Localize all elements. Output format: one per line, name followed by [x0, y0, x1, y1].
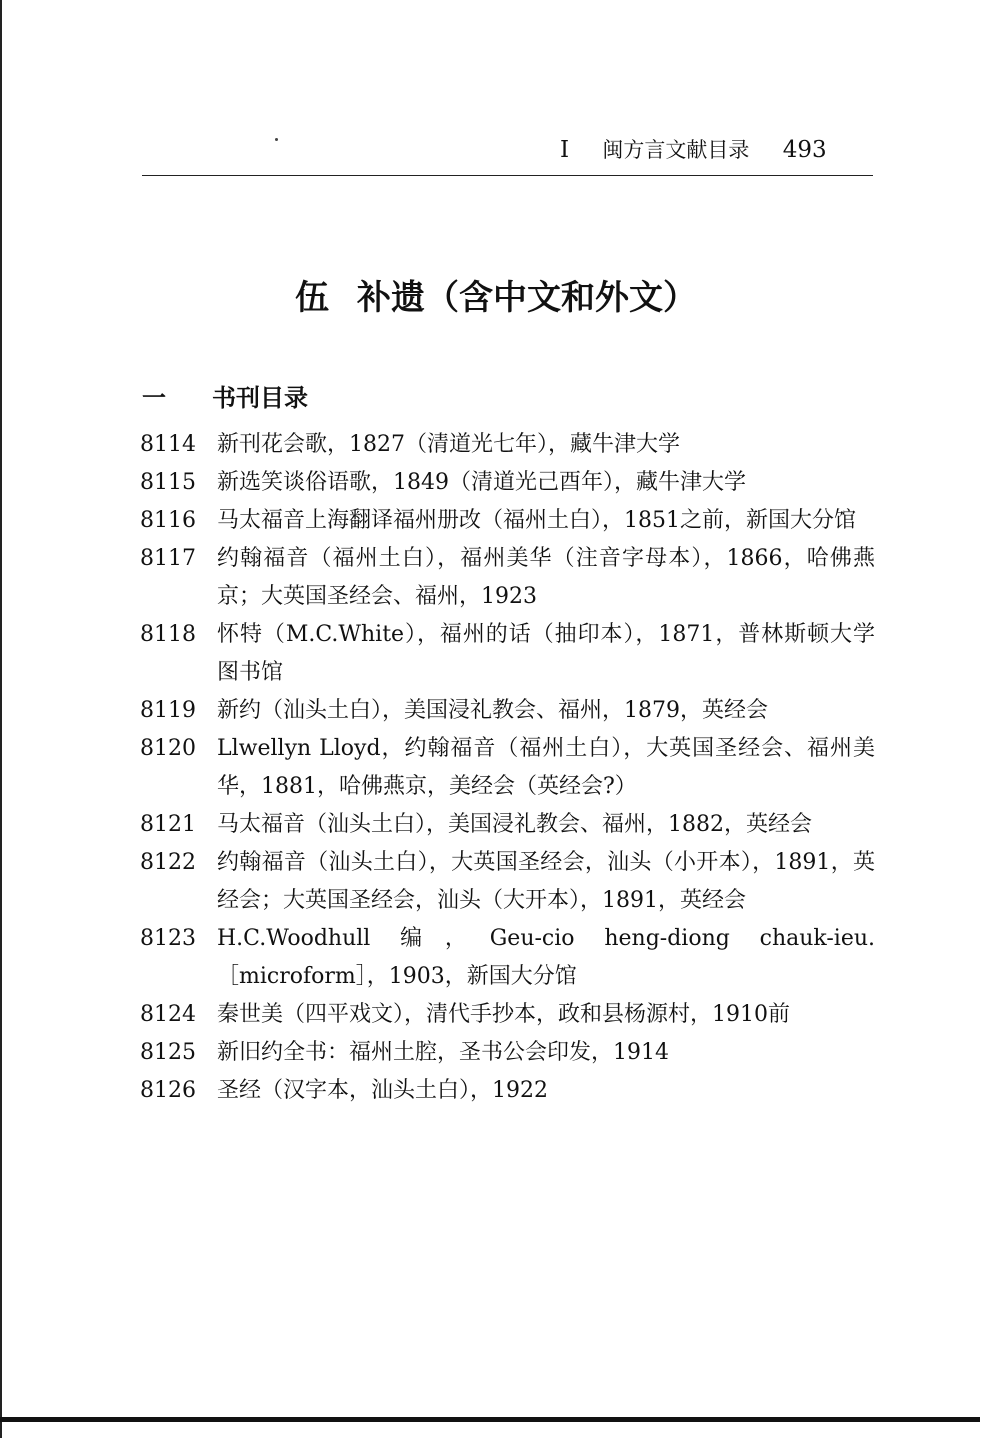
bibliography-entry	[140, 502, 875, 540]
entry-number: 8126	[140, 1078, 196, 1103]
bibliography-entry	[140, 616, 875, 692]
bibliography-entry	[140, 1072, 875, 1110]
section-heading	[142, 378, 308, 413]
entry-text: H.C.Woodhull 编，Geu-cio heng-diong chauk-ieu.［microform］，1903，新国大分馆	[217, 926, 875, 989]
entry-number: 8119	[140, 698, 196, 723]
entry-number: 8123	[140, 926, 196, 951]
entry-text: 约翰福音（汕头土白），大英国圣经会，汕头（小开本），1891，英经会；大英国圣经会，汕头（大开本），1891，英经会	[217, 850, 875, 913]
bibliography-entry	[140, 920, 875, 996]
chapter-title	[0, 270, 992, 319]
entry-number: 8122	[140, 850, 196, 875]
bibliography-entry	[140, 1034, 875, 1072]
bibliography-entry	[140, 844, 875, 920]
bibliography-entry	[140, 540, 875, 616]
entry-text: 圣经（汉字本，汕头土白），1922	[217, 1078, 548, 1103]
entry-text: 新约（汕头土白），美国浸礼教会、福州，1879，英经会	[217, 698, 768, 723]
entry-text: 约翰福音（福州土白），福州美华（注音字母本），1866，哈佛燕京；大英国圣经会、福州，1923	[217, 546, 875, 609]
section-number: 一	[142, 384, 166, 412]
page-bottom-edge	[0, 1417, 980, 1422]
entry-number: 8118	[140, 622, 196, 647]
entry-text: 新刊花会歌，1827（清道光七年），藏牛津大学	[217, 432, 680, 457]
header-rule	[142, 175, 873, 176]
entry-text: 秦世美（四平戏文），清代手抄本，政和县杨源村，1910前	[217, 1002, 790, 1027]
entry-number: 8115	[140, 470, 196, 495]
chapter-title-text: 补遗（含中文和外文）	[357, 278, 697, 318]
entry-text: 新旧约全书：福州土腔，圣书公会印发，1914	[217, 1040, 669, 1065]
entry-text: 新选笑谈俗语歌，1849（清道光己酉年），藏牛津大学	[217, 470, 746, 495]
header-title: 闽方言文献目录	[602, 138, 750, 162]
section-title: 书刊目录	[212, 384, 308, 412]
bibliography-entry	[140, 730, 875, 806]
entry-text: 怀特（M.C.White），福州的话（抽印本），1871，普林斯顿大学图书馆	[217, 622, 875, 685]
entry-number: 8125	[140, 1040, 196, 1065]
entry-number: 8124	[140, 1002, 196, 1027]
header-section-number: I	[560, 137, 570, 163]
entry-number: 8121	[140, 812, 196, 837]
bibliography-entry	[140, 426, 875, 464]
bibliography-list	[140, 426, 875, 1110]
entry-text: 马太福音上海翻译福州册改（福州土白），1851之前，新国大分馆	[217, 508, 856, 533]
page-number: 493	[782, 137, 827, 163]
bibliography-entry	[140, 806, 875, 844]
page-edge	[0, 0, 2, 1438]
entry-number: 8116	[140, 508, 196, 533]
bibliography-entry	[140, 996, 875, 1034]
entry-number: 8114	[140, 432, 196, 457]
bibliography-entry	[140, 692, 875, 730]
bibliography-entry	[140, 464, 875, 502]
entry-text: Llwellyn Lloyd，约翰福音（福州土白），大英国圣经会、福州美华，1881，哈佛燕京，美经会（英经会?）	[217, 736, 875, 799]
scan-speck	[275, 138, 278, 141]
entry-number: 8120	[140, 736, 196, 761]
entry-number: 8117	[140, 546, 196, 571]
chapter-number: 伍	[295, 278, 329, 318]
entry-text: 马太福音（汕头土白），美国浸礼教会、福州，1882，英经会	[217, 812, 812, 837]
running-header	[560, 134, 827, 164]
